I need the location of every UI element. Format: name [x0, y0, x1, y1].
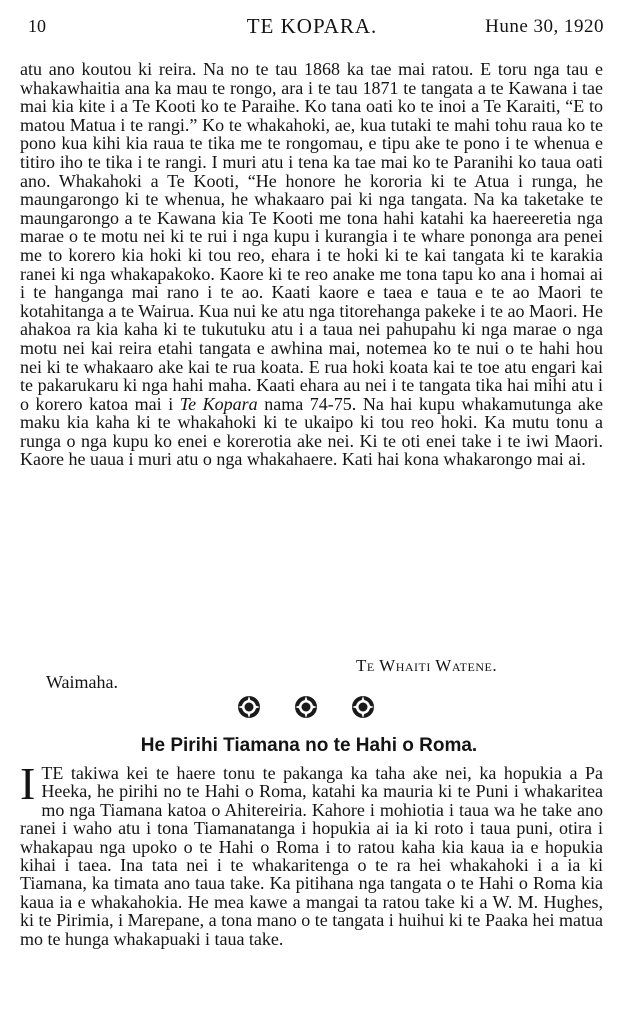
article-body	[20, 60, 603, 469]
flower-ornament-icon	[350, 694, 376, 720]
article-text-part-1: atu ano koutou ki reira. Na no te tau 1868 ka tae mai ratou. E toru nga tau e whakawhaitia ana ka mau te rongo, ara i te tau 1871 te tangata a te Kawana i tae mai kia kite i a Te Kooti ko te Paraihe. Ko tana oati ko te inoi a Te Karaiti, “E to matou Matua i te rangi.” Ko te whakahoki, ae, kua tutaki te mahi tohu raua ko te pono kua kihi kia raua te tika me te rongomau, e tipu ake te pono i te whenua e titiro iho te tika i te rangi. I muri atu i tena ka tae mai ko te Paranihi ko taua oati ano. Whakahoki a Te Kooti, “He honore he kororia ki te Atua i runga, he maungarongo ki te whenua, he whakaaro pai ki nga tangata. Na ka taketake te maungarongo a te Kawana kia Te Kooti me tona hahi katahi ka haereeretia nga marae o te motu nei ki te rui i nga kupu i kurangia i te whare pononga ara penei me to korero kia hoki ki tou reo, ehara i te hoki ki te kai tangata ki te karakia ranei ki nga whakapakoko. Kaore ki te reo anake me tona tapu ko ana i homai ai i te hanganga mai rano i te ao. Kaati kaore e taea e taua e te ao Maori te kotahitanga a te Wairua. Kua nui ke atu nga titorehanga pakeke i te ao Maori. He ahakoa ra kia kaha ki te tukutuku atu i a taua nei pahupahu ki nga marae o nga motu nei kai reira etahi tangata e awhina mai, notemea ko te nui o te hahi hou nei ki te whakaaro ake kai te rua koata. E rua hoki koata kai te toe atu engari kai te pakarukaru ki nga hahi maha. Kaati ehara au nei i te tangata tika hai mihi atu i o korero katoa mai i	[20, 59, 603, 414]
newspaper-name-italic: Te Kopara	[179, 393, 258, 414]
article-heading: He Pirihi Tiamana no te Hahi o Roma.	[140, 735, 478, 756]
article-body-2	[20, 758, 603, 949]
issue-date: Hune 30, 1920	[485, 16, 604, 37]
section-divider	[236, 694, 376, 720]
author-signature: Te Whaiti Watene.	[356, 656, 498, 675]
drop-cap: I	[20, 758, 36, 809]
flower-ornament-icon	[293, 694, 319, 720]
page-header	[20, 6, 604, 42]
publication-title: TE KOPARA.	[246, 14, 378, 38]
flower-ornament-icon	[236, 694, 262, 720]
page-number: 10	[28, 16, 46, 36]
article-2-text: TE takiwa kei te haere tonu te pakanga ka taha ake nei, ka hopukia a Pa Heeka, he pirihi no te Hahi o Roma, katahi ka mauria ki te Puni i whakaritea mo nga Tiamana katoa o Ahitereiria. Kahore i mohiotia i taua wa he take ano ranei i waho atu i tona Tiamanatanga i hopukia ai ia ki roto i taua puni, otira i whakapau nga upoko o te Hahi o Roma i to ratou kaha kia kaua ia e hopukia kihai i taea. Ina tata nei i te whakaritenga o te ra hei whakahoki i a ia ki Tiamana, ka timata ano taua take. Ka pitihana nga tangata o te Hahi o Roma kia kaua ia e whakahokia. He mea kawe a mangai ta ratou take ki a W. M. Hughes, ki te Pirimia, i Marepane, a tona mano o te tangata i huihui ki te Paaka hei matua mo te hunga whakapuaki i taua take.	[20, 763, 603, 949]
author-place: Waimaha.	[46, 672, 119, 692]
article-text-part-2: nama 74-75. Na hai kupu whakamutunga ake maku kia kaha ki te whakahoki ki te ukaipo ki tou reo hoki. Ka mutu tonu a runga o nga kupu ko enei e korerotia ake nei. Ki te oti enei take i te iwi Maori. Kaore he uaua i muri atu o nga whakahaere. Kati hai kona whakarongo mai ai.	[20, 393, 603, 470]
